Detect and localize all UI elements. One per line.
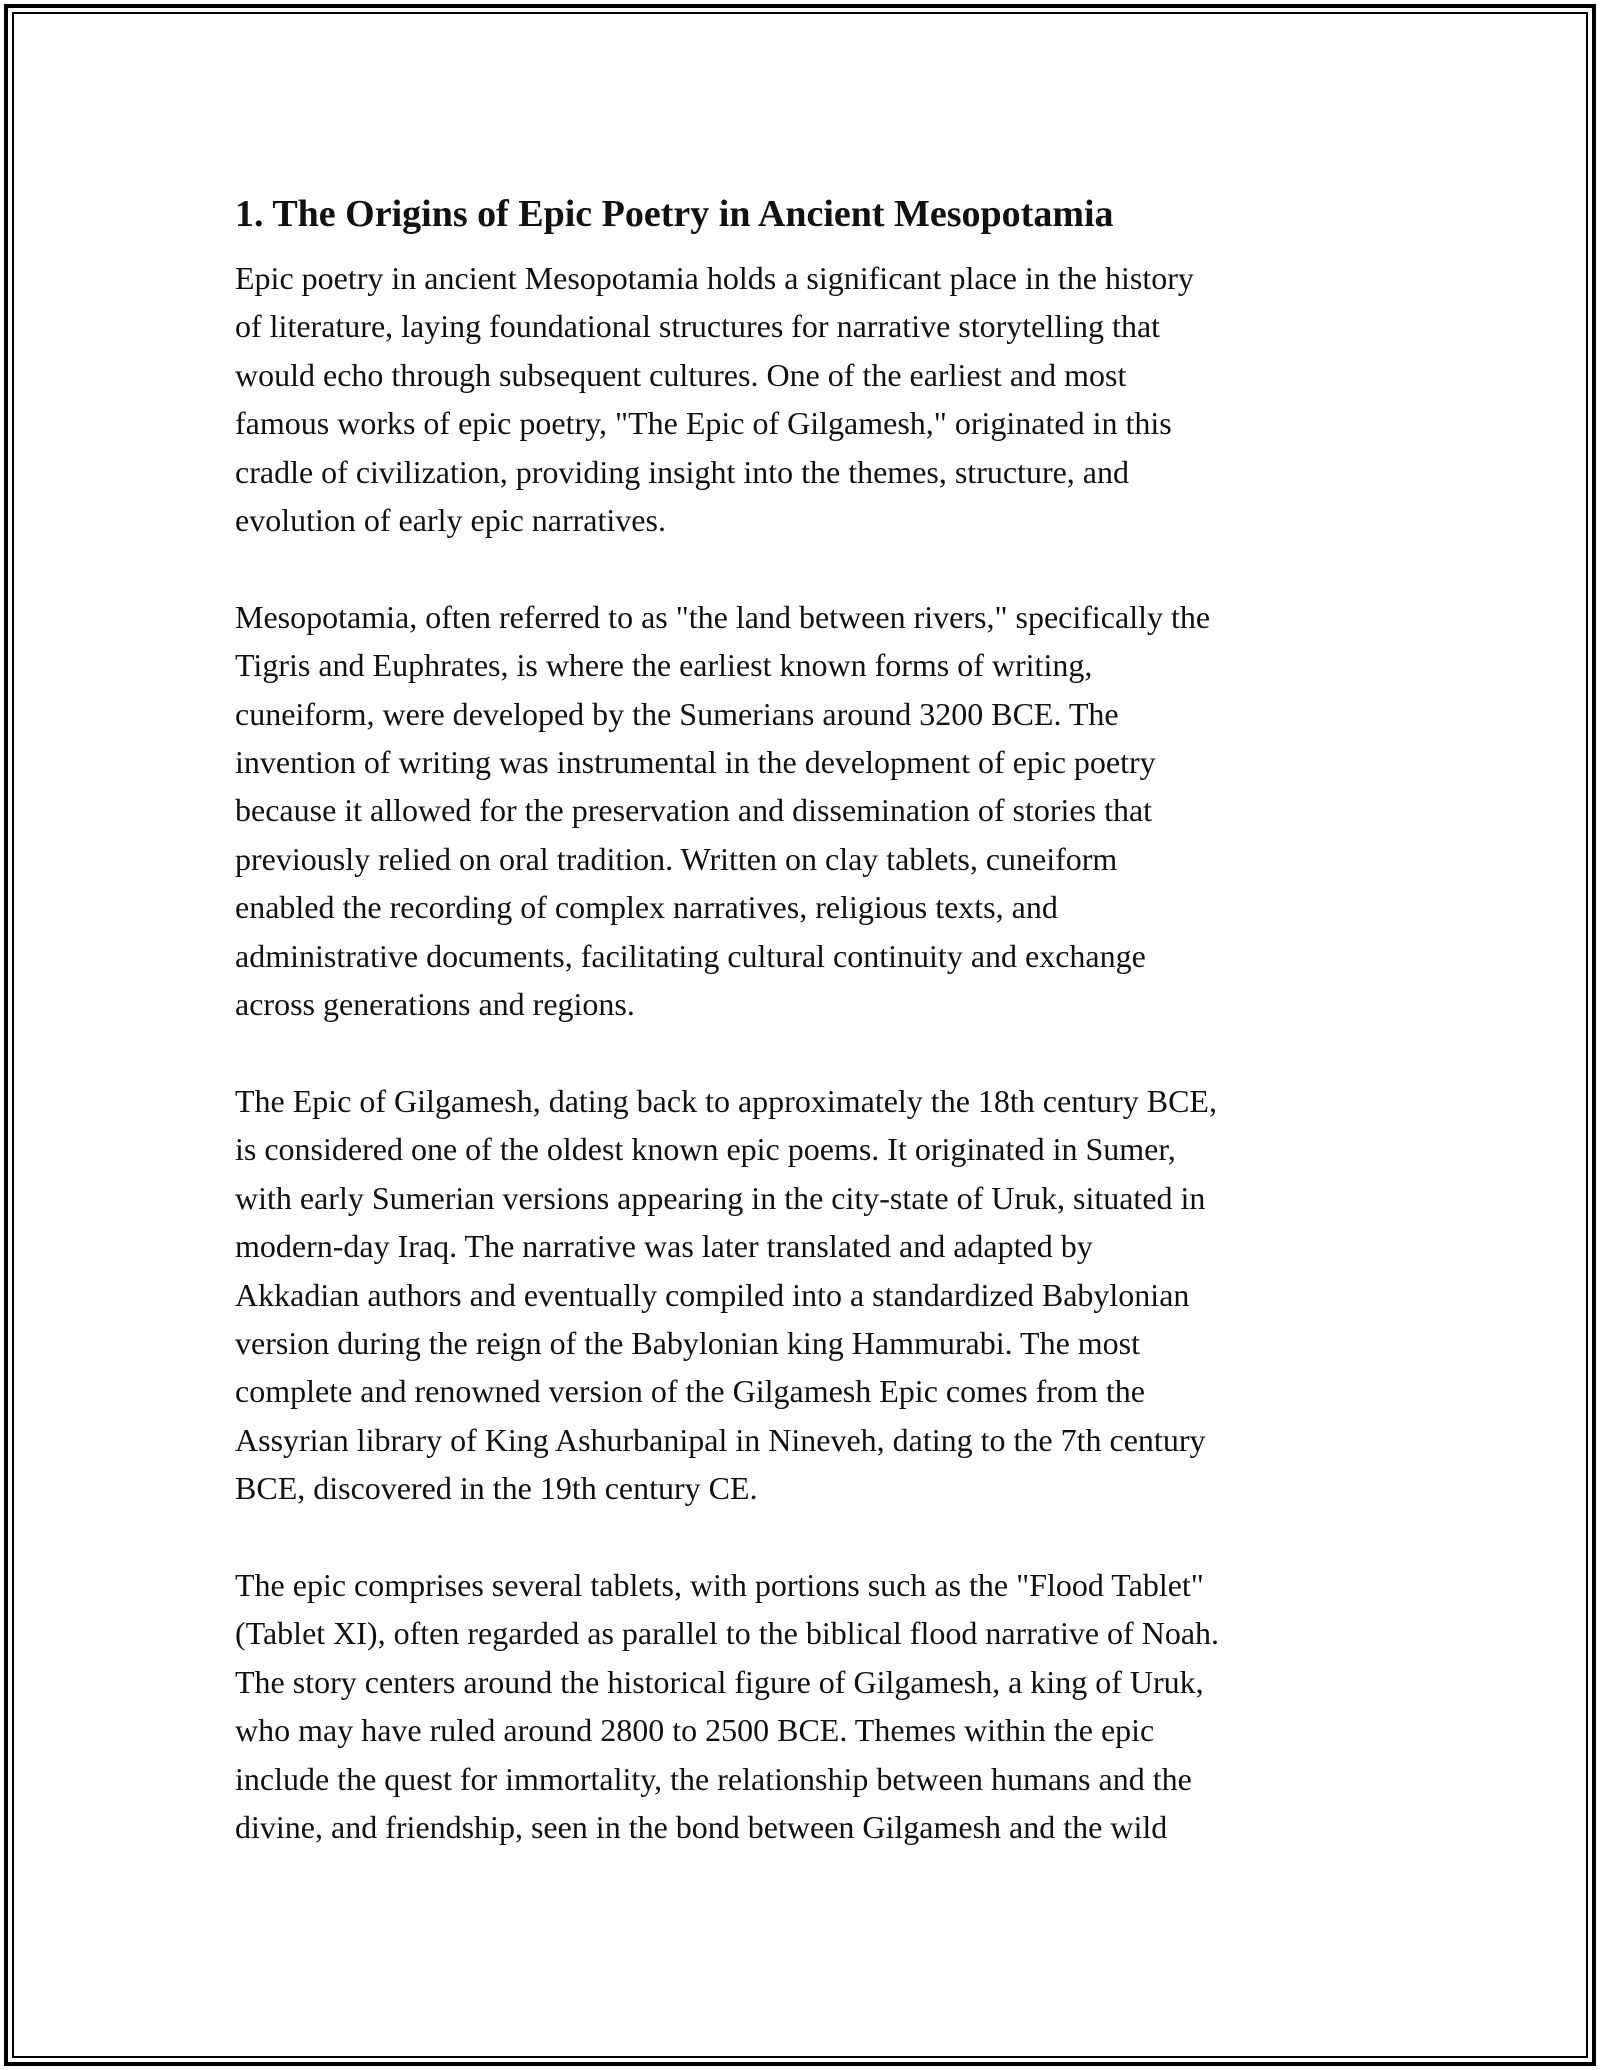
document-body — [235, 186, 1385, 1900]
text-line: cuneiform, were developed by the Sumerians around 3200 BCE. The — [235, 695, 1119, 732]
text-line: Mesopotamia, often referred to as "the land between rivers," specifically the — [235, 598, 1211, 635]
text-line: divine, and friendship, seen in the bond between Gilgamesh and the wild — [235, 1808, 1168, 1845]
text-line: administrative documents, facilitating cultural continuity and exchange — [235, 937, 1146, 974]
text-line: modern-day Iraq. The narrative was later translated and adapted by — [235, 1228, 1093, 1265]
text-line: complete and renowned version of the Gilgamesh Epic comes from the — [235, 1373, 1145, 1410]
text-line: who may have ruled around 2800 to 2500 BCE. Themes within the epic — [235, 1712, 1155, 1749]
text-line: The epic comprises several tablets, with portions such as the "Flood Tablet" — [235, 1566, 1204, 1603]
text-line: enabled the recording of complex narratives, religious texts, and — [235, 889, 1058, 926]
text-line: of literature, laying foundational structures for narrative storytelling that — [235, 308, 1161, 345]
section-heading: 1. The Origins of Epic Poetry in Ancient Mesopotamia — [235, 193, 1114, 235]
text-line: Akkadian authors and eventually compiled into a standardized Babylonian — [235, 1276, 1190, 1313]
text-line: BCE, discovered in the 19th century CE. — [235, 1470, 758, 1507]
text-line: (Tablet XI), often regarded as parallel to the biblical flood narrative of Noah. — [235, 1615, 1220, 1652]
text-line: evolution of early epic narratives. — [235, 502, 666, 539]
text-line: would echo through subsequent cultures. One of the earliest and most — [235, 356, 1127, 393]
text-line: is considered one of the oldest known epic poems. It originated in Sumer, — [235, 1131, 1176, 1168]
text-line: previously relied on oral tradition. Written on clay tablets, cuneiform — [235, 840, 1118, 877]
text-line: Epic poetry in ancient Mesopotamia holds a significant place in the history — [235, 260, 1194, 296]
text-line: invention of writing was instrumental in the development of epic poetry — [235, 744, 1156, 781]
text-line: Assyrian library of King Ashurbanipal in Nineveh, dating to the 7th century — [235, 1421, 1206, 1458]
text-line: because it allowed for the preservation and dissemination of stories that — [235, 792, 1153, 829]
paragraph-1 — [235, 254, 1385, 544]
text-line: version during the reign of the Babylonian king Hammurabi. The most — [235, 1324, 1141, 1361]
text-line: cradle of civilization, providing insight into the themes, structure, and — [235, 453, 1129, 490]
text-line: famous works of epic poetry, "The Epic of Gilgamesh," originated in this — [235, 405, 1172, 442]
paragraph-2 — [235, 593, 1385, 1029]
text-line: with early Sumerian versions appearing in the city-state of Uruk, situated in — [235, 1179, 1206, 1216]
paragraph-3 — [235, 1077, 1385, 1513]
text-line: The story centers around the historical figure of Gilgamesh, a king of Uruk, — [235, 1663, 1204, 1700]
text-line: across generations and regions. — [235, 986, 635, 1023]
text-line: include the quest for immortality, the relationship between humans and the — [235, 1760, 1192, 1797]
text-line: The Epic of Gilgamesh, dating back to approximately the 18th century BCE, — [235, 1082, 1217, 1119]
text-line: Tigris and Euphrates, is where the earliest known forms of writing, — [235, 647, 1093, 684]
paragraph-4 — [235, 1561, 1385, 1851]
